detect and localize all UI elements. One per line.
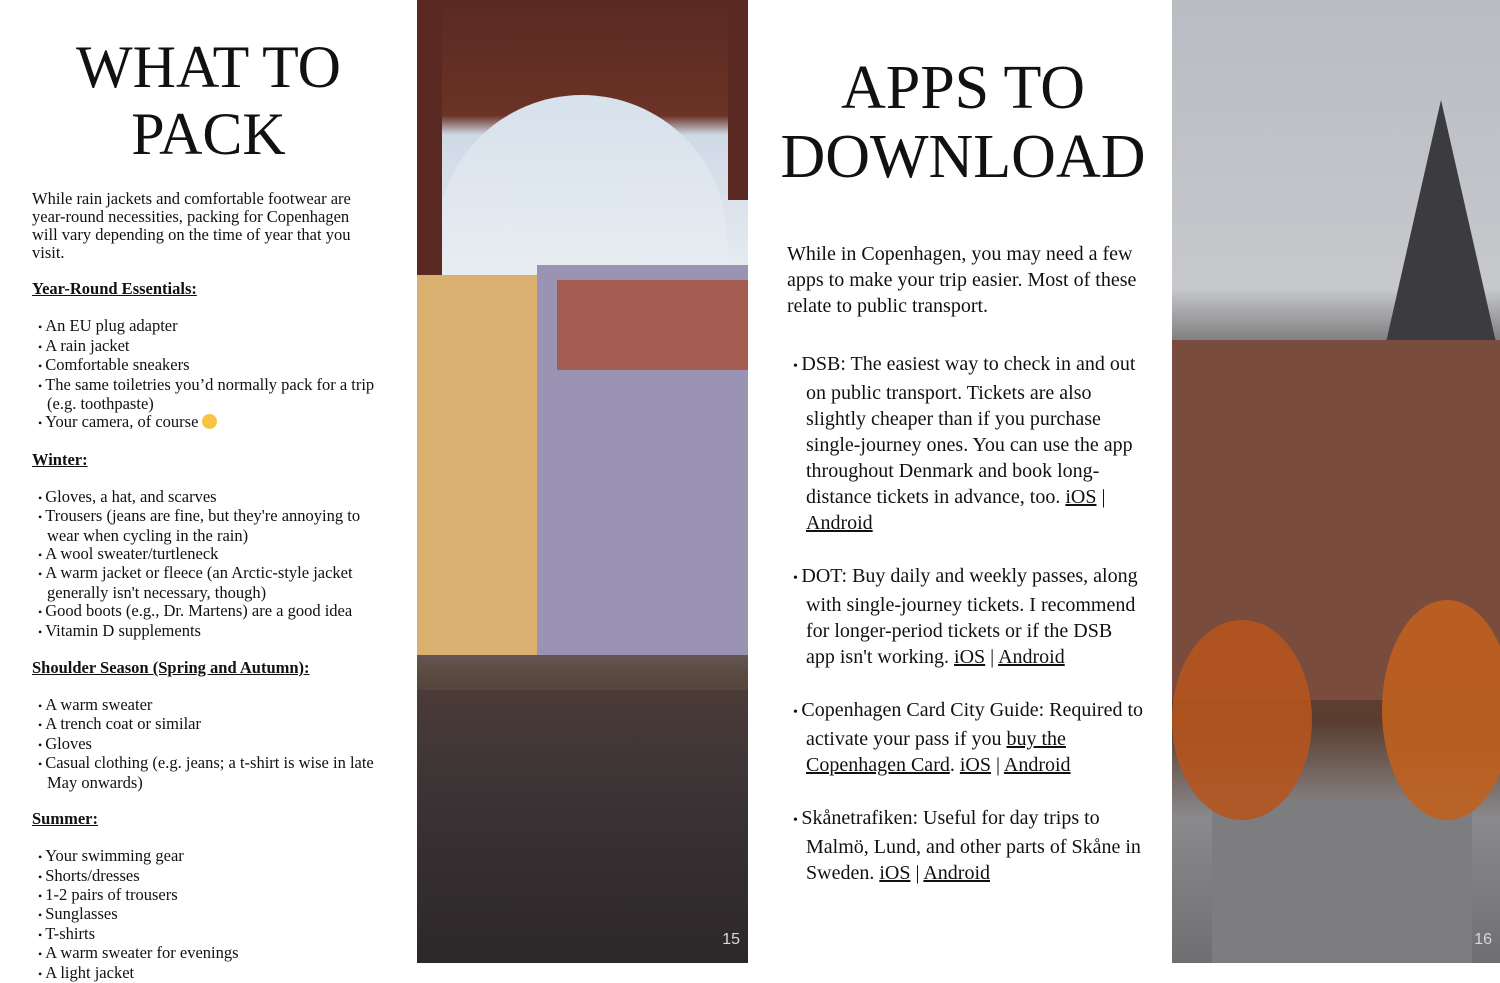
photo-tree-left — [1172, 620, 1312, 820]
section-shoulder-season — [0, 658, 417, 792]
app-description: DSB: The easiest way to check in and out on public transport. Tickets are also slightly cheaper than if you purchase single-journey ones. You can use the app throughout Denmark and book long-distance tickets in advance, too. — [801, 352, 1136, 508]
photo-arch-right — [728, 0, 748, 200]
photo-roof — [557, 280, 748, 370]
app-item-skanetrafiken — [793, 805, 1144, 886]
android-link[interactable]: Android — [923, 861, 991, 884]
list-item: • Shorts/dresses — [38, 867, 393, 886]
app-description: Skånetrafiken: Useful for day trips to Malmö, Lund, and other parts of Skåne in Sweden. — [801, 806, 1141, 884]
section-year-round — [0, 279, 417, 432]
photo-autumn-street — [1172, 0, 1500, 963]
list-item: • T-shirts — [38, 925, 393, 944]
punctuation: . — [949, 753, 960, 776]
section-summer — [0, 809, 417, 983]
intro-paragraph: While in Copenhagen, you may need a few apps to make your trip easier. Most of these relate to public transport. — [787, 242, 1137, 317]
buy-copenhagen-card-link[interactable]: buy the Copenhagen Card — [806, 727, 1066, 776]
list-item: • A warm sweater — [38, 696, 393, 715]
separator: | — [990, 753, 1004, 776]
smiley-icon — [202, 414, 217, 429]
page-title: APPS TO DOWNLOAD — [780, 54, 1146, 192]
list-item: • A trench coat or similar — [38, 715, 393, 734]
page-number: 15 — [722, 931, 740, 948]
photo-arch-left — [417, 0, 442, 300]
list-item: • Comfortable sneakers — [38, 356, 393, 375]
list-item: • 1-2 pairs of trousers — [38, 886, 393, 905]
list-item: • A warm jacket or fleece (an Arctic-style jacket generally isn't necessary, though) — [38, 564, 393, 602]
section-heading: Winter: — [32, 449, 88, 469]
photo-tree-right — [1382, 600, 1500, 820]
ios-link[interactable]: iOS — [954, 645, 986, 668]
list-item: • Gloves — [38, 735, 393, 754]
page-what-to-pack — [0, 0, 417, 982]
app-item-dot — [793, 563, 1144, 670]
list-item — [38, 413, 393, 432]
list-item: • Gloves, a hat, and scarves — [38, 488, 393, 507]
android-link[interactable]: Android — [806, 511, 873, 534]
list-item: • A light jacket — [38, 964, 393, 983]
photo-yellow-building — [417, 275, 537, 655]
ios-link[interactable]: iOS — [959, 753, 991, 776]
section-heading: Year-Round Essentials: — [32, 279, 197, 299]
list-item: • Good boots (e.g., Dr. Martens) are a good idea — [38, 602, 393, 621]
intro-paragraph: While rain jackets and comfortable footwear are year-round necessities, packing for Copenhagen will vary depending on the time of year that you visit. — [32, 189, 351, 263]
list-item: • A wool sweater/turtleneck — [38, 545, 393, 564]
list-item: • A warm sweater for evenings — [38, 944, 393, 963]
photo-nyhavn-arch — [417, 0, 748, 963]
photo-spire — [1382, 100, 1500, 360]
app-description: DOT: Buy daily and weekly passes, along with single-journey tickets. I recommend for longer-period tickets or if the DSB app isn't working. — [801, 564, 1138, 668]
page-apps-to-download — [748, 0, 1172, 963]
list-item: • Casual clothing (e.g. jeans; a t-shirt is wise in late May onwards) — [38, 754, 393, 792]
separator: | — [985, 645, 999, 668]
app-description: Copenhagen Card City Guide: Required to activate your pass if you — [801, 698, 1144, 750]
photo-street — [417, 690, 748, 963]
android-link[interactable]: Android — [998, 645, 1065, 668]
list-item: • Your swimming gear — [38, 847, 393, 866]
ios-link[interactable]: iOS — [1065, 485, 1097, 508]
section-winter — [0, 450, 417, 641]
list-item: • A rain jacket — [38, 337, 393, 356]
list-item: • Trousers (jeans are fine, but they're annoying to wear when cycling in the rain) — [38, 507, 393, 545]
list-item: • Vitamin D supplements — [38, 622, 393, 641]
photo-road — [1212, 800, 1472, 963]
app-item-copenhagen-card — [793, 697, 1144, 778]
section-heading: Summer: — [32, 809, 98, 829]
section-heading: Shoulder Season (Spring and Autumn): — [32, 658, 310, 678]
list-item-text: Your camera, of course — [45, 412, 199, 432]
separator: | — [1096, 485, 1106, 508]
page-number: 16 — [1474, 931, 1492, 948]
ios-link[interactable]: iOS — [879, 861, 911, 884]
list-item: • The same toiletries you’d normally pack for a trip (e.g. toothpaste) — [38, 376, 393, 414]
list-item: • Sunglasses — [38, 905, 393, 924]
app-item-dsb — [793, 351, 1144, 536]
page-title: WHAT TO PACK — [75, 34, 342, 168]
list-item: • An EU plug adapter — [38, 317, 393, 336]
android-link[interactable]: Android — [1003, 753, 1071, 776]
separator: | — [910, 861, 924, 884]
